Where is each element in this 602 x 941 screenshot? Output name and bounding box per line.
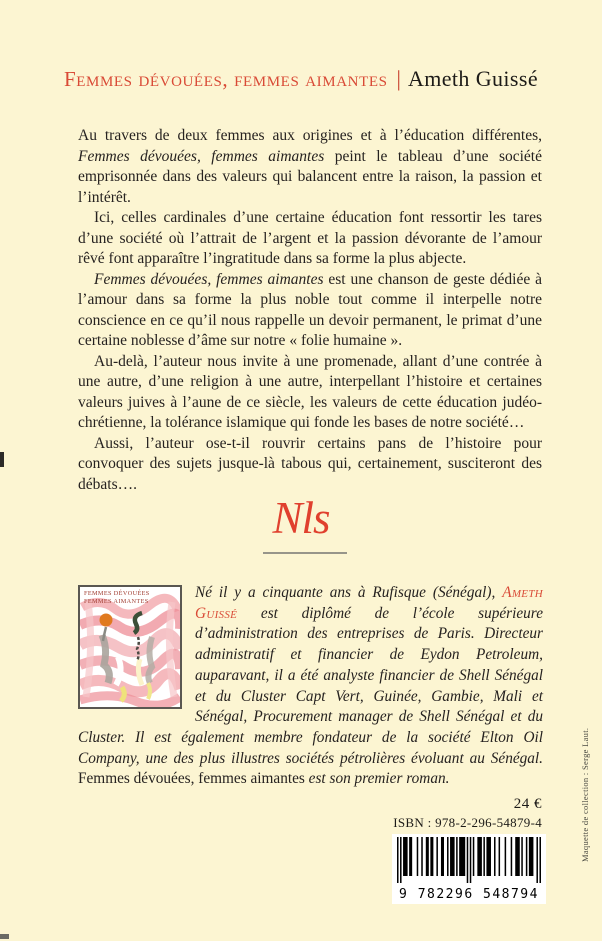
book-title: Femmes dévouées, femmes aimantes bbox=[63, 67, 388, 91]
text-run: est diplômé de l’école supérieure d’administration des entreprises de Paris. Directeur administratif et financier de Eydon Petroleum, auparavant, il a été analyste financier de Shell Sénégal et du Cluster Capt Vert, Guinée, Gambie, Mali et Sénégal, Procurement manager de Shell Sénégal et du Cluster. Il est également membre fondateur de la société Elton Oil Company, une des plus illustres sociétés pétrolières évoluant au Sénégal. bbox=[78, 604, 543, 767]
synopsis-text bbox=[78, 126, 542, 495]
edge-print-mark bbox=[0, 452, 4, 467]
corner-print-mark bbox=[0, 934, 9, 939]
logo-divider-rule bbox=[263, 552, 347, 554]
publisher-logo: Nls bbox=[272, 493, 330, 543]
text-run: Né il y a cinquante ans à Rufisque (Sénégal), bbox=[195, 584, 503, 601]
price: 24 € bbox=[513, 796, 542, 812]
text-run: Femmes dévouées, femmes aimantes bbox=[78, 770, 305, 788]
thumbnail-title-line1: FEMMES DÉVOUÉES bbox=[84, 590, 150, 597]
ean13-barcode bbox=[397, 837, 541, 883]
text-run: Au travers de deux femmes aux origines et à l’éducation différentes, bbox=[78, 127, 542, 144]
text-run: Femmes dévouées, femmes aimantes bbox=[78, 147, 325, 165]
text-run: Ici, celles cardinales d’une certaine éducation font ressortir les tares d’une société où l’attrait de l’argent et la passion dévorante de l’amour rêvé font apparaître l’ingratitude dans sa forme la plus abjecte. bbox=[78, 209, 542, 267]
synopsis-paragraph bbox=[78, 270, 542, 352]
synopsis-paragraph bbox=[78, 434, 542, 496]
barcode-panel bbox=[392, 834, 546, 904]
text-run: peint le tableau d’une société emprisonnée dans des valeurs qui balancent entre la raison, la passion et l’intérêt. bbox=[78, 147, 542, 206]
cover-thumbnail-art bbox=[80, 587, 180, 707]
text-run: est une chanson de geste dédiée à l’amour dans sa forme la plus noble tout comme il interpelle notre conscience en ce qu’il nous rappelle un devoir permanent, le primat d’une certaine noblesse d’âme sur notre « folie humaine ». bbox=[78, 270, 542, 349]
text-run: Aussi, l’auteur ose-t-il rouvrir certains pans de l’histoire pour convoquer des sujets jusque-là tabous qui, certainement, susciteront des débats…. bbox=[78, 434, 542, 493]
text-run: Ameth Guissé bbox=[195, 584, 543, 622]
synopsis-paragraph bbox=[78, 208, 542, 270]
author-name: Ameth Guissé bbox=[407, 66, 539, 91]
collection-credit: Maquette de collection : Serge Laut. bbox=[580, 727, 590, 862]
author-bio bbox=[78, 583, 543, 790]
header-title-row bbox=[0, 66, 602, 92]
isbn-text: ISBN : 978-2-296-54879-4 bbox=[393, 815, 542, 830]
barcode-digits: 9 782296 548794 bbox=[399, 887, 539, 902]
front-cover-thumbnail bbox=[78, 585, 182, 709]
text-run: Femmes dévouées, femmes aimantes bbox=[94, 270, 324, 288]
synopsis-paragraph bbox=[78, 126, 542, 208]
title-separator: | bbox=[396, 66, 401, 91]
text-run: Au-delà, l’auteur nous invite à une promenade, allant d’une contrée à une autre, d’une religion à une autre, interpellant l’histoire et certaines valeurs juives à l’aune de ce siècle, les valeurs de cette éducation judéo-chrétienne, la tolérance islamique qui fonde les bases de notre société… bbox=[78, 352, 542, 431]
thumbnail-title-line2: FEMMES AIMANTES bbox=[84, 598, 149, 605]
text-run: est son premier roman. bbox=[304, 770, 450, 788]
synopsis-paragraph bbox=[78, 352, 542, 434]
price-block bbox=[393, 796, 542, 831]
